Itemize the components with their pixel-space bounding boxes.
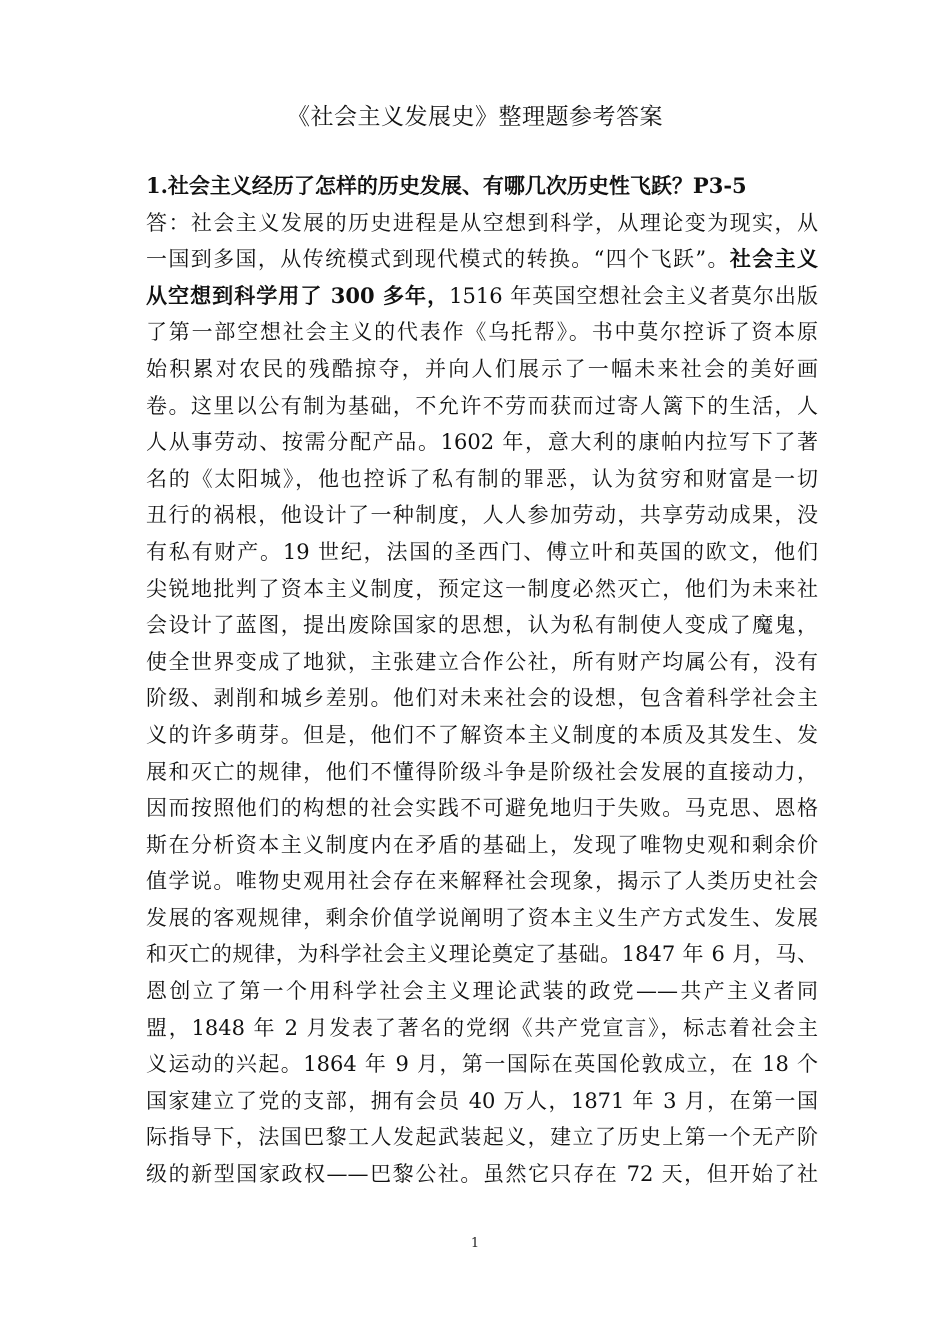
answer-line: 因而按照他们的构想的社会实践不可避免地归于失败。马克思、恩格 <box>146 796 818 821</box>
answer-line: 阶级、剥削和城乡差别。他们对未来社会的设想，包含着科学社会主 <box>146 686 818 711</box>
answer-line-text: 一国到多国，从传统模式到现代模式的转换。“四个飞跃”。 <box>146 247 730 272</box>
answer-line: 斯在分析资本主义制度内在矛盾的基础上，发现了唯物史观和剩余价 <box>146 832 818 857</box>
answer-line: 义的许多萌芽。但是，他们不了解资本主义制度的本质及其发生、发 <box>146 722 818 747</box>
answer-line: 国家建立了党的支部，拥有会员 40 万人，1871 年 3 月，在第一国 <box>146 1088 818 1113</box>
answer-line: 展和灭亡的规律，他们不懂得阶级斗争是阶级社会发展的直接动力， <box>146 759 818 784</box>
answer-line: 有私有财产。19 世纪，法国的圣西门、傅立叶和英国的欧文，他们 <box>146 539 818 564</box>
answer-line: 始积累对农民的残酷掠夺，并向人们展示了一幅未来社会的美好画 <box>146 356 818 381</box>
answer-line: 义运动的兴起。1864 年 9 月，第一国际在英国伦敦成立，在 18 个 <box>146 1052 818 1077</box>
answer-line: 际指导下，法国巴黎工人发起武装起义，建立了历史上第一个无产阶 <box>146 1125 818 1150</box>
answer-line: 答：社会主义发展的历史进程是从空想到科学，从理论变为现实，从 <box>146 210 818 235</box>
document-title: 《社会主义发展史》整理题参考答案 <box>287 104 663 130</box>
answer-line <box>146 278 818 315</box>
answer-line: 恩创立了第一个用科学社会主义理论武装的政党——共产主义者同 <box>146 979 818 1004</box>
answer-line: 和灭亡的规律，为科学社会主义理论奠定了基础。1847 年 6 月，马、 <box>146 942 818 967</box>
answer-line <box>146 241 818 278</box>
question-heading: 1.社会主义经历了怎样的历史发展、有哪几次历史性飞跃？P3-5 <box>146 173 747 198</box>
answer-line: 卷。这里以公有制为基础，不允许不劳而获而过寄人篱下的生活，人 <box>146 393 818 418</box>
answer-line: 级的新型国家政权——巴黎公社。虽然它只存在 72 天，但开始了社 <box>146 1162 818 1187</box>
page-number: 1 <box>470 1236 480 1251</box>
answer-line: 尖锐地批判了资本主义制度，预定这一制度必然灭亡，他们为未来社 <box>146 576 818 601</box>
answer-line: 丑行的祸根，他设计了一种制度，人人参加劳动，共享劳动成果，没 <box>146 503 818 528</box>
answer-line: 名的《太阳城》，他也控诉了私有制的罪恶，认为贫穷和财富是一切 <box>146 466 818 491</box>
answer-line: 人从事劳动、按需分配产品。1602 年，意大利的康帕内拉写下了著 <box>146 430 818 455</box>
answer-line: 发展的客观规律，剩余价值学说阐明了资本主义生产方式发生、发展 <box>146 905 818 930</box>
answer-line: 值学说。唯物史观用社会存在来解释社会现象，揭示了人类历史社会 <box>146 869 818 894</box>
answer-line: 了第一部空想社会主义的代表作《乌托帮》。书中莫尔控诉了资本原 <box>146 320 818 345</box>
answer-line-text: 1516 年英国空想社会主义者莫尔出版 <box>449 283 818 308</box>
answer-bold-text: 从空想到科学用了 300 多年， <box>146 282 450 308</box>
answer-bold-text: 社会主义 <box>729 246 818 272</box>
answer-line: 会设计了蓝图，提出废除国家的思想，认为私有制使人变成了魔鬼， <box>146 613 818 638</box>
answer-line: 盟，1848 年 2 月发表了著名的党纲《共产党宣言》，标志着社会主 <box>146 1015 818 1040</box>
answer-line: 使全世界变成了地狱，主张建立合作公社，所有财产均属公有，没有 <box>146 649 818 674</box>
document-body <box>146 168 818 1193</box>
